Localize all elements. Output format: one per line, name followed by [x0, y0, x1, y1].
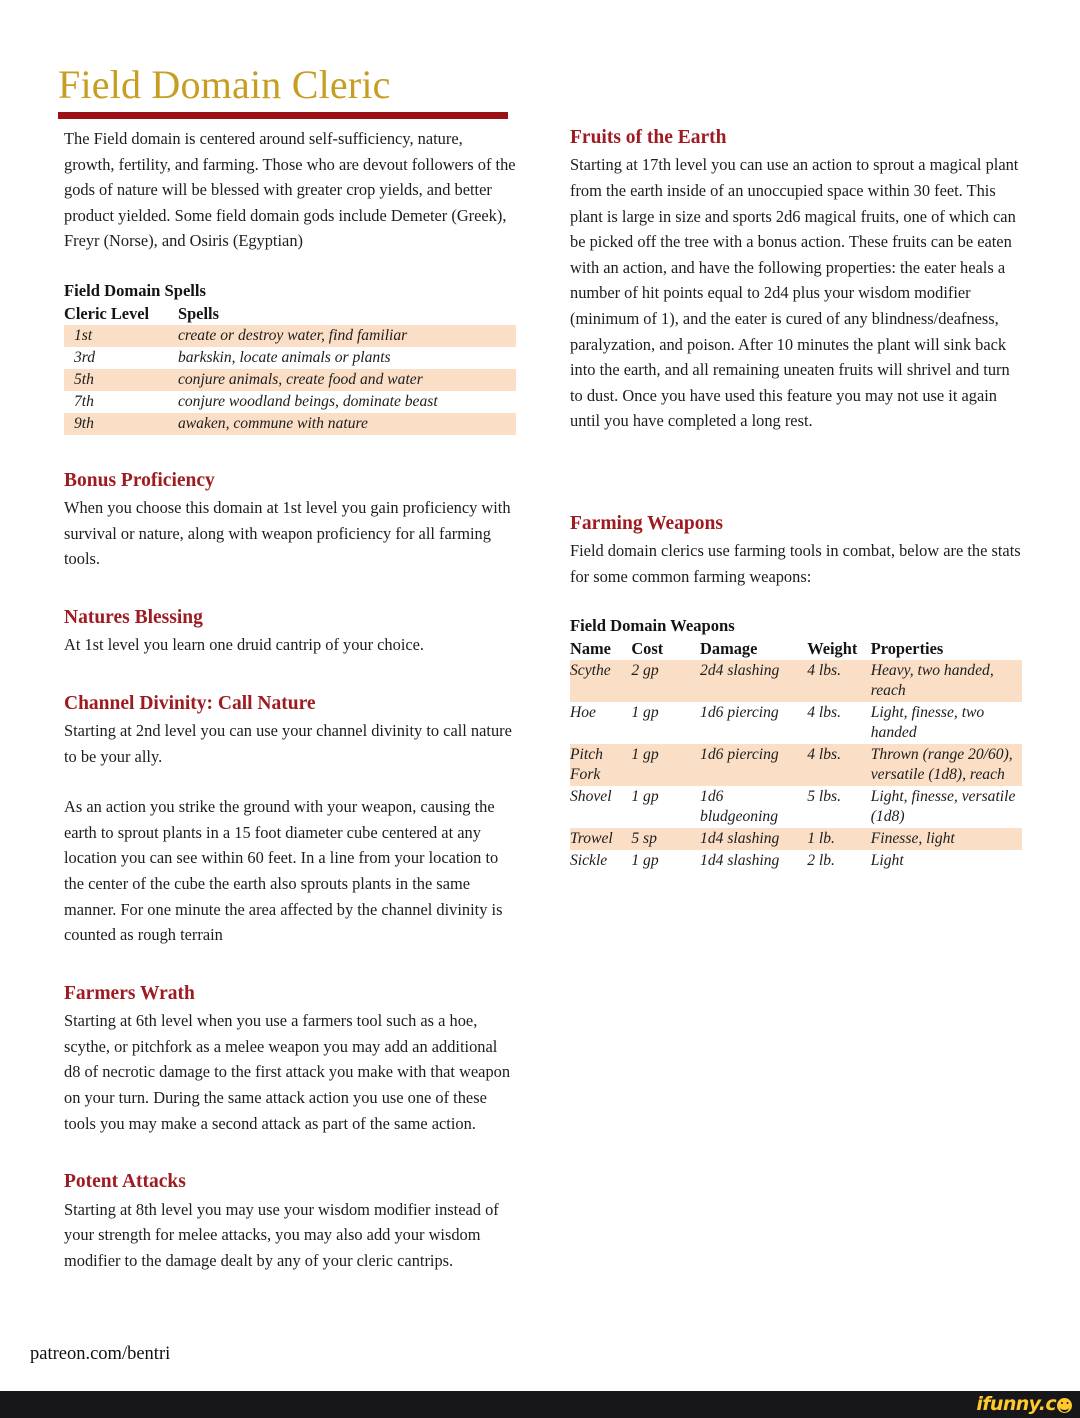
column-header-cost: Cost	[631, 639, 664, 659]
table-row	[64, 325, 516, 347]
cell-cost: 1 gp	[631, 852, 659, 870]
cell-damage: 1d4 slashing	[700, 852, 780, 870]
cell-cost: 2 gp	[631, 660, 700, 702]
ifunny-watermark-text: ifunny.c	[976, 1393, 1056, 1415]
section-body-second: As an action you strike the ground with your weapon, causing the earth to sprout plants in a 15 foot diameter cube centered at any location you can see within 60 feet. In a line from your location to the center of the cube the earth also sprouts plants in the same manner. For one minute the area affected by the channel divinity is counted as rough terrain	[64, 797, 503, 945]
cell-spells: conjure woodland beings, dominate beast	[177, 392, 438, 410]
section-body: At 1st level you learn one druid cantrip of your choice.	[64, 635, 425, 655]
table-row	[64, 347, 516, 369]
section-heading: Farmers Wrath	[64, 982, 195, 1004]
section-body: Starting at 2nd level you can use your channel divinity to call nature to be your ally.	[64, 721, 512, 766]
field-domain-weapons-table	[570, 639, 1022, 872]
section-channel-divinity-call-nature	[64, 692, 516, 948]
cell-weight: 2 lb.	[807, 852, 835, 870]
section-heading: Fruits of the Earth	[570, 127, 727, 148]
table-row	[570, 850, 1022, 872]
table-row	[64, 413, 516, 435]
column-header-cleric-level: Cleric Level	[64, 303, 150, 323]
right-column	[570, 126, 1022, 872]
section-farming-weapons	[570, 512, 1022, 590]
cell-name: Sickle	[570, 852, 608, 870]
cell-damage: 2d4 slashing	[700, 660, 807, 702]
section-heading: Potent Attacks	[64, 1171, 186, 1193]
title-block	[58, 64, 518, 119]
cell-spells: create or destroy water, find familiar	[178, 325, 516, 347]
column-header-name: Name	[570, 639, 611, 659]
cell-spells: conjure animals, create food and water	[178, 369, 516, 391]
cell-weight: 1 lb.	[807, 828, 871, 850]
table-row	[64, 369, 516, 391]
section-bonus-proficiency	[64, 469, 516, 572]
cell-spells: awaken, commune with nature	[178, 413, 516, 435]
page-title: Field Domain Cleric	[58, 62, 391, 107]
cell-properties: Finesse, light	[871, 828, 1022, 850]
section-fruits-of-the-earth	[570, 126, 1022, 434]
cell-damage: 1d4 slashing	[700, 828, 807, 850]
cell-cost: 1 gp	[631, 704, 659, 722]
section-farmers-wrath	[64, 982, 516, 1136]
table-header-row	[570, 639, 1022, 660]
title-underline-rule	[58, 112, 508, 119]
cell-name: Scythe	[570, 660, 631, 702]
table-row	[570, 828, 1022, 850]
cell-damage: 1d6 bludgeoning	[700, 788, 779, 826]
column-header-spells: Spells	[177, 303, 219, 323]
weapons-table-caption: Field Domain Weapons	[570, 616, 735, 636]
cell-cleric-level: 1st	[64, 325, 178, 347]
spells-table-caption: Field Domain Spells	[64, 280, 206, 300]
cell-properties: Light	[870, 852, 904, 870]
cell-cost: 5 sp	[631, 828, 700, 850]
section-heading: Natures Blessing	[64, 606, 203, 628]
cell-cleric-level: 5th	[64, 369, 178, 391]
table-row	[570, 744, 1022, 786]
column-header-weight: Weight	[807, 639, 858, 659]
cell-name: Hoe	[570, 704, 596, 722]
section-potent-attacks	[64, 1170, 516, 1273]
section-body: Field domain clerics use farming tools in combat, below are the stats for some common farming weapons:	[570, 541, 1021, 586]
cell-properties: Heavy, two handed, reach	[871, 660, 1022, 702]
section-body: Starting at 17th level you can use an action to sprout a magical plant from the earth inside of an unoccupied space within 30 feet. This plant is large in size and sports 2d6 magical fruits, one of which can be picked off the tree with a bonus action. These fruits can be eaten with an action, and have the following properties: the eater heals a number of hit points equal to 2d4 plus your wisdom modifier (minimum of 1), and the eater is cured of any blindness/deafness, paralyzation, and poison. After 10 minutes the plant will sink back into the earth, and all remaining uneaten fruits will shrivel and turn to dust. Once you have used this feature you may not use it again until you have completed a long rest.	[570, 155, 1019, 431]
table-header-row	[64, 304, 516, 325]
section-heading: Channel Divinity: Call Nature	[64, 692, 316, 714]
cell-cleric-level: 7th	[74, 392, 94, 410]
cell-spells: barkskin, locate animals or plants	[177, 348, 391, 366]
ifunny-watermark	[976, 1393, 1072, 1415]
left-column	[64, 126, 516, 1273]
section-heading: Farming Weapons	[570, 512, 723, 534]
cell-properties: Thrown (range 20/60), versatile (1d8), reach	[871, 744, 1022, 786]
column-header-damage: Damage	[700, 639, 758, 659]
section-body: When you choose this domain at 1st level you gain proficiency with survival or nature, along with weapon proficiency for all farming tools.	[64, 497, 511, 569]
weapons-table-block	[570, 615, 1022, 872]
cell-name: Trowel	[570, 828, 631, 850]
section-natures-blessing	[64, 606, 516, 658]
cell-weight: 4 lbs.	[807, 660, 871, 702]
intro-paragraph: The Field domain is centered around self-sufficiency, nature, growth, fertility, and farming. Those who are devout followers of the gods of nature will be blessed with greater crop yields, and better product yielded. Some field domain gods include Demeter (Greek), Freyr (Norse), and Osiris (Egyptian)	[64, 129, 516, 251]
cell-name: Pitch Fork	[570, 744, 631, 786]
cell-properties: Light, finesse, versatile (1d8)	[870, 788, 1016, 826]
cell-weight: 4 lbs.	[807, 744, 871, 786]
cell-damage: 1d6 piercing	[700, 744, 807, 786]
field-domain-spells-table	[64, 304, 516, 435]
cell-cleric-level: 9th	[64, 413, 178, 435]
cell-properties: Light, finesse, two handed	[870, 704, 985, 742]
table-row	[570, 702, 1022, 744]
cell-weight: 4 lbs.	[807, 704, 842, 722]
cell-damage: 1d6 piercing	[700, 704, 779, 722]
smiley-face-icon	[1057, 1398, 1072, 1413]
bottom-watermark-bar	[0, 1391, 1080, 1418]
column-header-properties: Properties	[870, 639, 944, 659]
cell-cost: 1 gp	[631, 788, 659, 806]
spells-table-block	[64, 280, 516, 435]
section-body: Starting at 8th level you may use your wisdom modifier instead of your strength for melee attacks, you may also add your wisdom modifier to the damage dealt by any of your cleric cantrips.	[64, 1199, 499, 1270]
section-heading: Bonus Proficiency	[64, 469, 215, 491]
table-row	[570, 660, 1022, 702]
cell-cleric-level: 3rd	[74, 348, 96, 366]
table-row	[64, 391, 516, 413]
cell-name: Shovel	[570, 788, 612, 806]
section-body: Starting at 6th level when you use a farmers tool such as a hoe, scythe, or pitchfork as a melee weapon you may add an additional d8 of necrotic damage to the first attack you make with that weapon on your turn. During the same attack action you use one of these tools you may make a second attack as part of the same action.	[64, 1011, 511, 1133]
cell-cost: 1 gp	[631, 744, 700, 786]
cell-weight: 5 lbs.	[807, 788, 842, 806]
table-row	[570, 786, 1022, 828]
footer-patreon-url: patreon.com/bentri	[30, 1344, 171, 1364]
